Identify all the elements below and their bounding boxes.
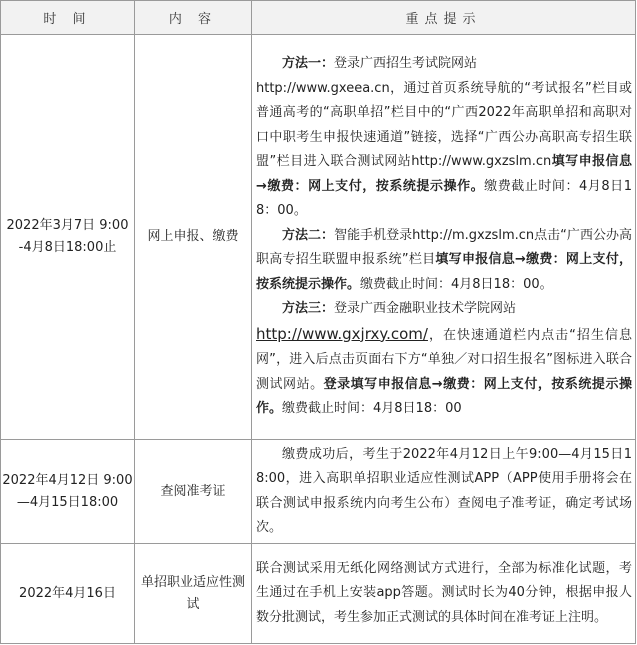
method-two (256, 224, 632, 298)
row-tips (252, 35, 636, 440)
method-text: 登录广西招生考试院网站 (334, 56, 478, 72)
table-row (1, 440, 636, 544)
college-website-link[interactable]: http://www.gxjrxy.com/ (256, 324, 428, 343)
method-three-body (256, 322, 632, 422)
tips-text: 联合测试采用无纸化网络测试方式进行，全部为标准化试题，考生通过在手机上安装app答题。测试时长为40分钟，根据申报人数分批测试，考生参加正式测试的具体时间在准考证上注明。 (256, 560, 632, 625)
header-row (1, 1, 636, 35)
method-bold-text: 登录填写申报信息→缴费：网上支付，按系统提示操作。 (256, 376, 632, 417)
tips-text: 缴费成功后，考生于2022年4月12日上午9:00—4月15日18:00，进入高职单招职业适应性测试APP（APP使用手册将会在联合测试申报系统内向考生公布）查阅电子准考证，确定考试场次。 (256, 446, 632, 535)
method-label: 方法二： (282, 227, 335, 243)
method-bold-text: 填写申报信息→缴费：网上支付，按系统提示操作。 (256, 252, 632, 292)
method-deadline: 缴费截止时间：4月8日18：00。 (256, 178, 632, 219)
method-text: ，在快速通道栏内点击“招生信息网”，进入后点击页面右下方“单独／对口招生报名”图标进入联合测试网站。 (256, 327, 632, 392)
row-time: 2022年4月16日 (1, 544, 135, 644)
header-content: 内 容 (135, 1, 252, 35)
method-label: 方法一： (282, 56, 335, 72)
table-row (1, 35, 636, 440)
row-time: 2022年4月12日 9:00—4月15日18:00 (1, 440, 135, 544)
row-time: 2022年3月7日 9:00 -4月8日18:00止 (1, 35, 135, 440)
method-deadline: 缴费截止时间：4月8日18：00 (282, 401, 462, 417)
row-content: 单招职业适应性测试 (135, 544, 252, 644)
method-label: 方法三： (282, 301, 335, 317)
method-text: 登录广西金融职业技术学院网站 (334, 301, 517, 317)
header-time: 时 间 (1, 1, 135, 35)
row-content: 查阅准考证 (135, 440, 252, 544)
method-deadline: 缴费截止时间：4月8日18：00。 (360, 276, 553, 292)
method-text: 智能手机登录http://m.gxzslm.cn点击“广西公办高职高专招生联盟申报系统”栏目 (256, 227, 632, 268)
header-tips: 重点提示 (252, 1, 636, 35)
method-text: http://www.gxeea.cn，通过首页系统导航的“考试报名”栏目或普通高考的“高职单招”栏目中的“广西2022年高职单招和高职对口中职考生申报快速通道”链接，选择“广西公办高职高专招生联盟”栏目进入联合测试网站http://www.gxzslm.cn (256, 80, 632, 170)
table-row (1, 544, 636, 644)
row-tips (252, 544, 636, 644)
row-content: 网上申报、缴费 (135, 35, 252, 440)
method-one-body (256, 77, 632, 224)
method-one (256, 52, 632, 77)
method-bold-text: 填写申报信息→缴费：网上支付，按系统提示操作。 (256, 154, 632, 194)
method-three (256, 297, 632, 322)
row-tips (252, 440, 636, 544)
